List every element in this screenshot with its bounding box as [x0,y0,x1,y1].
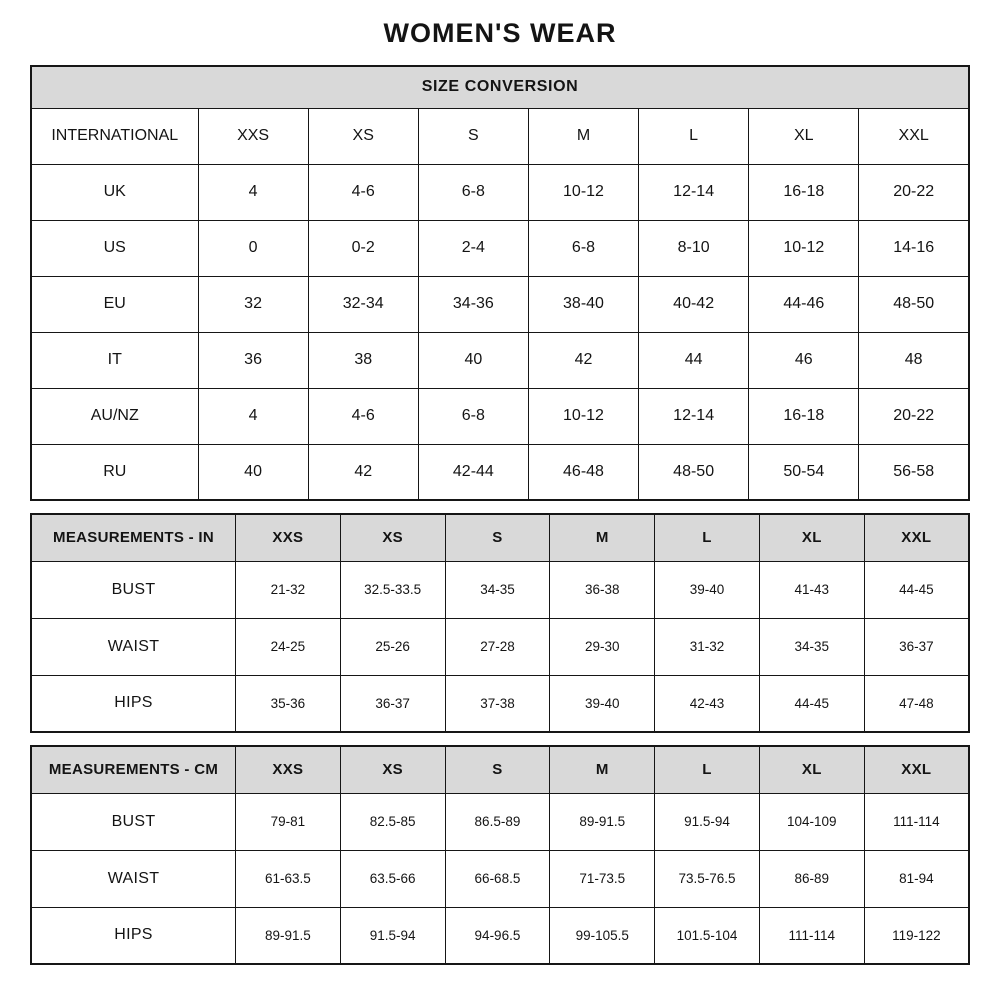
cell-value: 4-6 [308,388,418,444]
cell-value: 0-2 [308,220,418,276]
cell-value: 36-37 [864,618,969,675]
row-label: AU/NZ [31,388,198,444]
size-header-cell: XL [759,514,864,561]
size-header-cell: XS [340,746,445,793]
page-title: WOMEN'S WEAR [383,18,617,48]
cell-value: 82.5-85 [340,793,445,850]
cell-value: 12-14 [639,388,749,444]
row-label: BUST [31,561,236,618]
size-conversion-body [31,164,969,500]
cell-value: 42 [308,444,418,500]
cell-value: 32-34 [308,276,418,332]
table-header-row [31,514,969,561]
table-row [31,561,969,618]
table-row [31,332,969,388]
cell-value: 6-8 [418,164,528,220]
cell-value: 6-8 [528,220,638,276]
size-header-cell: L [655,514,760,561]
row-label: US [31,220,198,276]
cell-value: 47-48 [864,675,969,732]
cell-value: 36-38 [550,561,655,618]
cell-value: 38 [308,332,418,388]
size-header-cell: XS [340,514,445,561]
size-header-cell: XXS [236,746,341,793]
cell-value: 8-10 [639,220,749,276]
cell-value: 81-94 [864,850,969,907]
cell-value: 48-50 [859,276,969,332]
row-label: WAIST [31,850,236,907]
cell-value: 38-40 [528,276,638,332]
row-label: HIPS [31,907,236,964]
cell-value: 42 [528,332,638,388]
measurements-in-table [30,513,970,733]
cell-value: 34-36 [418,276,528,332]
table-row [31,276,969,332]
cell-value: 50-54 [749,444,859,500]
size-header-cell: XXL [864,514,969,561]
cell-value: 73.5-76.5 [655,850,760,907]
measurements-cm-table [30,745,970,965]
cell-value: 25-26 [340,618,445,675]
cell-value: 37-38 [445,675,550,732]
cell-value: 89-91.5 [550,793,655,850]
size-conversion-title: SIZE CONVERSION [31,66,969,108]
cell-value: 111-114 [864,793,969,850]
cell-value: 2-4 [418,220,528,276]
cell-value: 91.5-94 [655,793,760,850]
cell-value: 40 [418,332,528,388]
size-header-cell: XXL [859,108,969,164]
size-header-cell: M [550,514,655,561]
cell-value: 0 [198,220,308,276]
cell-value: 12-14 [639,164,749,220]
cell-value: 16-18 [749,388,859,444]
size-header-cell: S [418,108,528,164]
table-header-row [31,746,969,793]
row-label: HIPS [31,675,236,732]
size-header-cell: XXL [864,746,969,793]
cell-value: 20-22 [859,388,969,444]
cell-value: 32.5-33.5 [340,561,445,618]
row-label: UK [31,164,198,220]
size-conversion-table [30,65,970,501]
cell-value: 111-114 [759,907,864,964]
cell-value: 86-89 [759,850,864,907]
size-header-cell: XL [759,746,864,793]
corner-header-cell: MEASUREMENTS - CM [31,746,236,793]
size-header-cell: M [550,746,655,793]
measurements-in-body [31,561,969,732]
cell-value: 46-48 [528,444,638,500]
cell-value: 119-122 [864,907,969,964]
cell-value: 79-81 [236,793,341,850]
cell-value: 4-6 [308,164,418,220]
cell-value: 101.5-104 [655,907,760,964]
cell-value: 36 [198,332,308,388]
corner-header-cell: INTERNATIONAL [31,108,198,164]
cell-value: 34-35 [445,561,550,618]
cell-value: 48-50 [639,444,749,500]
cell-value: 39-40 [655,561,760,618]
cell-value: 35-36 [236,675,341,732]
size-header-cell: L [655,746,760,793]
cell-value: 61-63.5 [236,850,341,907]
row-label: BUST [31,793,236,850]
cell-value: 41-43 [759,561,864,618]
cell-value: 44-46 [749,276,859,332]
cell-value: 40-42 [639,276,749,332]
cell-value: 42-43 [655,675,760,732]
size-header-cell: S [445,514,550,561]
cell-value: 89-91.5 [236,907,341,964]
cell-value: 104-109 [759,793,864,850]
row-label: WAIST [31,618,236,675]
cell-value: 86.5-89 [445,793,550,850]
table-row [31,793,969,850]
table-header-row [31,108,969,164]
row-label: RU [31,444,198,500]
size-header-cell: S [445,746,550,793]
table-banner-row [31,66,969,108]
size-header-cell: XS [308,108,418,164]
row-label: IT [31,332,198,388]
cell-value: 56-58 [859,444,969,500]
table-row [31,220,969,276]
table-row [31,388,969,444]
cell-value: 39-40 [550,675,655,732]
table-row [31,164,969,220]
cell-value: 36-37 [340,675,445,732]
cell-value: 34-35 [759,618,864,675]
cell-value: 4 [198,388,308,444]
cell-value: 66-68.5 [445,850,550,907]
corner-header-cell: MEASUREMENTS - IN [31,514,236,561]
cell-value: 20-22 [859,164,969,220]
cell-value: 10-12 [528,388,638,444]
cell-value: 44-45 [759,675,864,732]
cell-value: 91.5-94 [340,907,445,964]
cell-value: 32 [198,276,308,332]
size-header-cell: M [528,108,638,164]
row-label: EU [31,276,198,332]
cell-value: 24-25 [236,618,341,675]
cell-value: 99-105.5 [550,907,655,964]
size-header-cell: XXS [198,108,308,164]
table-row [31,444,969,500]
table-row [31,675,969,732]
cell-value: 63.5-66 [340,850,445,907]
cell-value: 4 [198,164,308,220]
cell-value: 46 [749,332,859,388]
measurements-cm-body [31,793,969,964]
cell-value: 71-73.5 [550,850,655,907]
table-row [31,850,969,907]
cell-value: 42-44 [418,444,528,500]
table-row [31,907,969,964]
cell-value: 10-12 [528,164,638,220]
cell-value: 27-28 [445,618,550,675]
cell-value: 94-96.5 [445,907,550,964]
cell-value: 44 [639,332,749,388]
cell-value: 44-45 [864,561,969,618]
cell-value: 6-8 [418,388,528,444]
cell-value: 14-16 [859,220,969,276]
cell-value: 29-30 [550,618,655,675]
cell-value: 10-12 [749,220,859,276]
cell-value: 21-32 [236,561,341,618]
size-header-cell: L [639,108,749,164]
cell-value: 48 [859,332,969,388]
size-header-cell: XXS [236,514,341,561]
size-header-cell: XL [749,108,859,164]
cell-value: 16-18 [749,164,859,220]
cell-value: 31-32 [655,618,760,675]
table-row [31,618,969,675]
cell-value: 40 [198,444,308,500]
